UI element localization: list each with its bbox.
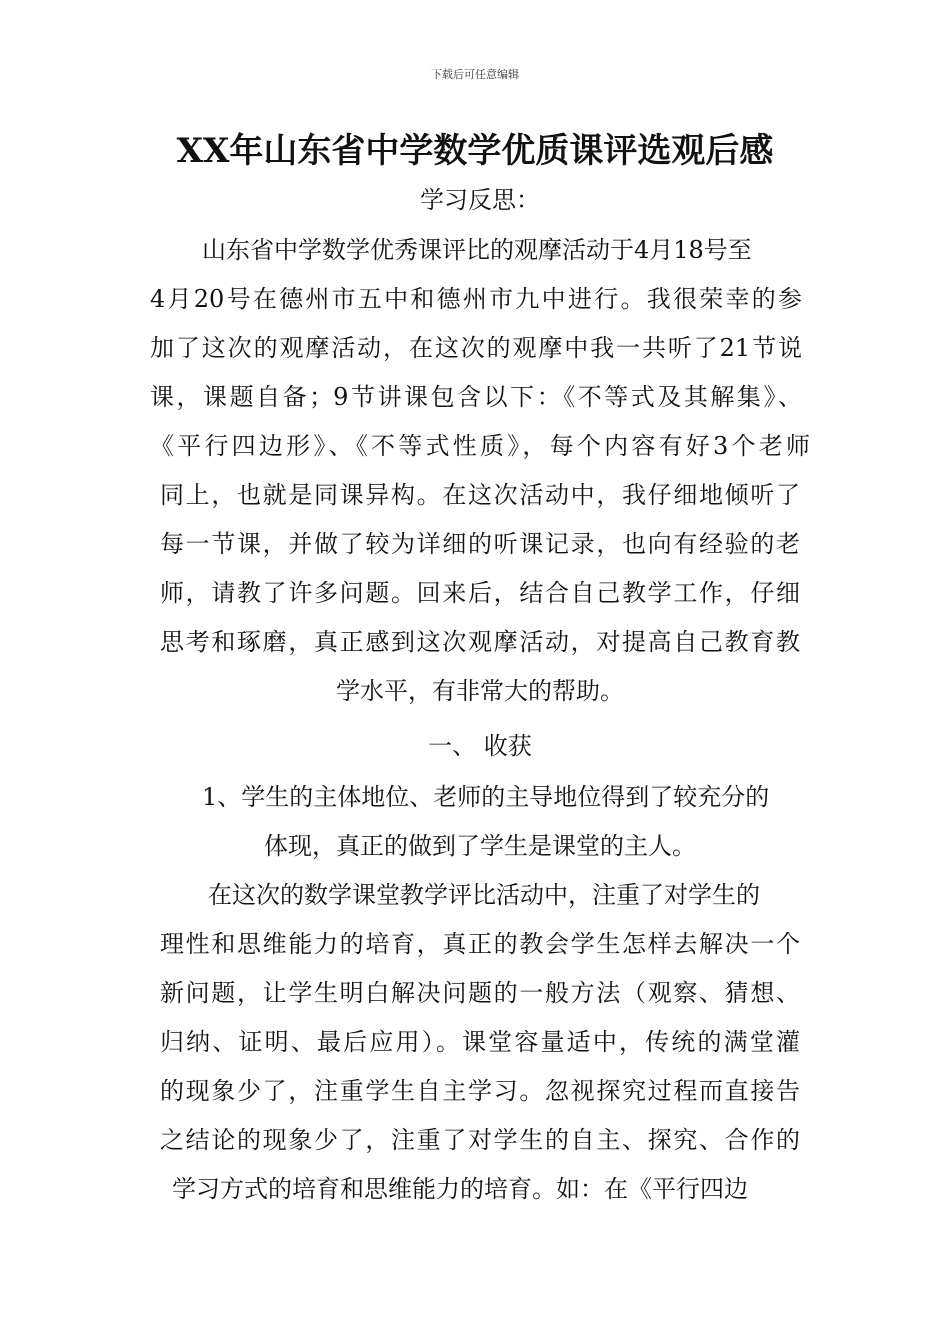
paragraph-line: 加了这次的观摩活动，在这次的观摩中我一共听了21节说: [150, 334, 802, 362]
point-line: 体现，真正的做到了学生是课堂的主人。: [264, 832, 696, 860]
paragraph-line: 每一节课，并做了较为详细的听课记录，也向有经验的老: [160, 530, 800, 558]
paragraph-line: 理性和思维能力的培育，真正的教会学生怎样去解决一个: [160, 930, 800, 958]
paragraph-line: 山东省中学数学优秀课评比的观摩活动于4月18号至: [202, 236, 752, 264]
subtitle: 学习反思：: [420, 186, 540, 214]
paragraph-line: 归纳、证明、最后应用）。课堂容量适中，传统的满堂灌: [160, 1028, 800, 1056]
header-note: 下载后可任意编辑: [431, 68, 519, 81]
paragraph-line: 学习方式的培育和思维能力的培育。如：在《平行四边: [172, 1175, 748, 1203]
document-title: XX年山东省中学数学优质课评选观后感: [176, 131, 774, 171]
paragraph-line: 之结论的现象少了，注重了对学生的自主、探究、合作的: [160, 1126, 800, 1154]
paragraph-line: 思考和琢磨，真正感到这次观摩活动，对提高自己教育教: [160, 628, 800, 656]
paragraph-line: 新问题，让学生明白解决问题的一般方法（观察、猜想、: [160, 979, 800, 1007]
paragraph-line: 4月20号在德州市五中和德州市九中进行。我很荣幸的参: [150, 285, 802, 313]
paragraph-line: 课，课题自备；9节讲课包含以下：《不等式及其解集》、: [150, 383, 802, 411]
paragraph-line: 学水平，有非常大的帮助。: [336, 677, 624, 705]
paragraph-line: 师，请教了许多问题。回来后，结合自己教学工作，仔细: [160, 579, 800, 607]
paragraph-line: 在这次的数学课堂教学评比活动中，注重了对学生的: [208, 881, 760, 909]
paragraph-line: 的现象少了，注重学生自主学习。忽视探究过程而直接告: [160, 1077, 800, 1105]
point-line: 1、学生的主体地位、老师的主导地位得到了较充分的: [202, 783, 770, 811]
paragraph-line: 《平行四边形》、《不等式性质》，每个内容有好3个老师: [150, 432, 810, 460]
section-heading: 一、 收获: [428, 732, 532, 760]
paragraph-line: 同上，也就是同课异构。在这次活动中，我仔细地倾听了: [160, 481, 800, 509]
